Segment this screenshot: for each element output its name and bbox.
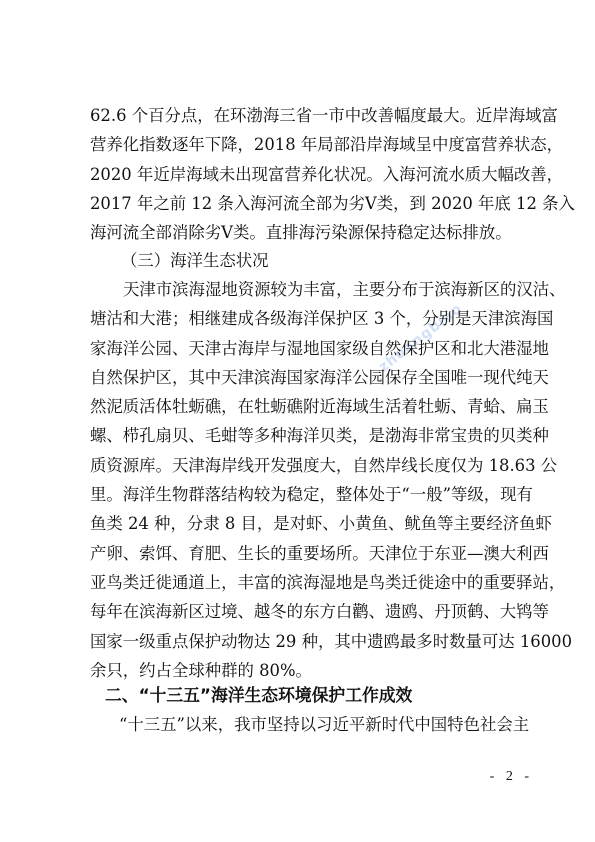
text-line: 自然保护区，其中天津滨海国家海洋公园保存全国唯一现代纯天 (90, 367, 549, 387)
page-number: - 2 - (489, 769, 533, 784)
text-line: 2017 年之前 12 条入海河流全部为劣Ⅴ类，到 2020 年底 12 条入 (90, 193, 575, 213)
text-line: “十三五”以来，我市坚持以习近平新时代中国特色社会主 (119, 715, 530, 734)
text-line: 国家一级重点保护动物达 29 种，其中遗鸥最多时数量可达 16000 (90, 631, 573, 651)
text-line: 海河流全部消除劣Ⅴ类。直排海污染源保持稳定达标排放。 (90, 223, 512, 243)
text-line: 营养化指数逐年下降，2018 年局部沿岸海域呈中度富营养状态， (90, 135, 564, 155)
paragraph-water-quality (90, 101, 575, 247)
text-line: 余只，约占全球种群的 80%。 (90, 660, 312, 680)
text-line: 塘沽和大港；相继建成各级海洋保护区 3 个，分别是天津滨海国 (90, 309, 554, 329)
text-line: 2020 年近岸海域未出现富营养化状况。入海河流水质大幅改善， (90, 164, 564, 184)
text-line: 亚鸟类迁徙通道上，丰富的滨海湿地是鸟类迁徙途中的重要驿站， (90, 572, 566, 592)
section-heading: 二、“十三五”海洋生态环境保护工作成效 (105, 685, 413, 705)
text-line: 家海洋公园、天津古海岸与湿地国家级自然保护区和北大港湿地 (90, 338, 549, 358)
text-line: 天津市滨海湿地资源较为丰富，主要分布于滨海新区的汉沽、 (123, 280, 566, 299)
watermark: zhuangbiao (375, 300, 466, 376)
section-subheading: （三）海洋生态状况 (121, 251, 269, 270)
text-line: 62.6 个百分点，在环渤海三省一市中改善幅度最大。近岸海域富 (90, 106, 558, 125)
text-line: 产卵、索饵、育肥、生长的重要场所。天津位于东亚—澳大利西 (90, 543, 549, 563)
text-line: 每年在滨海新区过境、越冬的东方白鹳、遗鸥、丹顶鹤、大鸨等 (90, 602, 549, 622)
paragraph-marine-ecology (90, 275, 573, 685)
text-line: 里。海洋生物群落结构较为稳定，整体处于“一般”等级，现有 (90, 485, 533, 505)
text-line: 然泥质活体牡蛎礁，在牡蛎礁附近海域生活着牡蛎、青蛤、扁玉 (90, 397, 549, 417)
text-line: 螺、栉孔扇贝、毛蚶等多种海洋贝类，是渤海非常宝贵的贝类种 (90, 426, 549, 446)
paragraph-achievements (90, 710, 530, 739)
text-line: 鱼类 24 种，分隶 8 目，是对虾、小黄鱼、鱿鱼等主要经济鱼虾 (90, 514, 552, 534)
text-line: 质资源库。天津海岸线开发强度大，自然岸线长度仅为 18.63 公 (90, 455, 558, 475)
